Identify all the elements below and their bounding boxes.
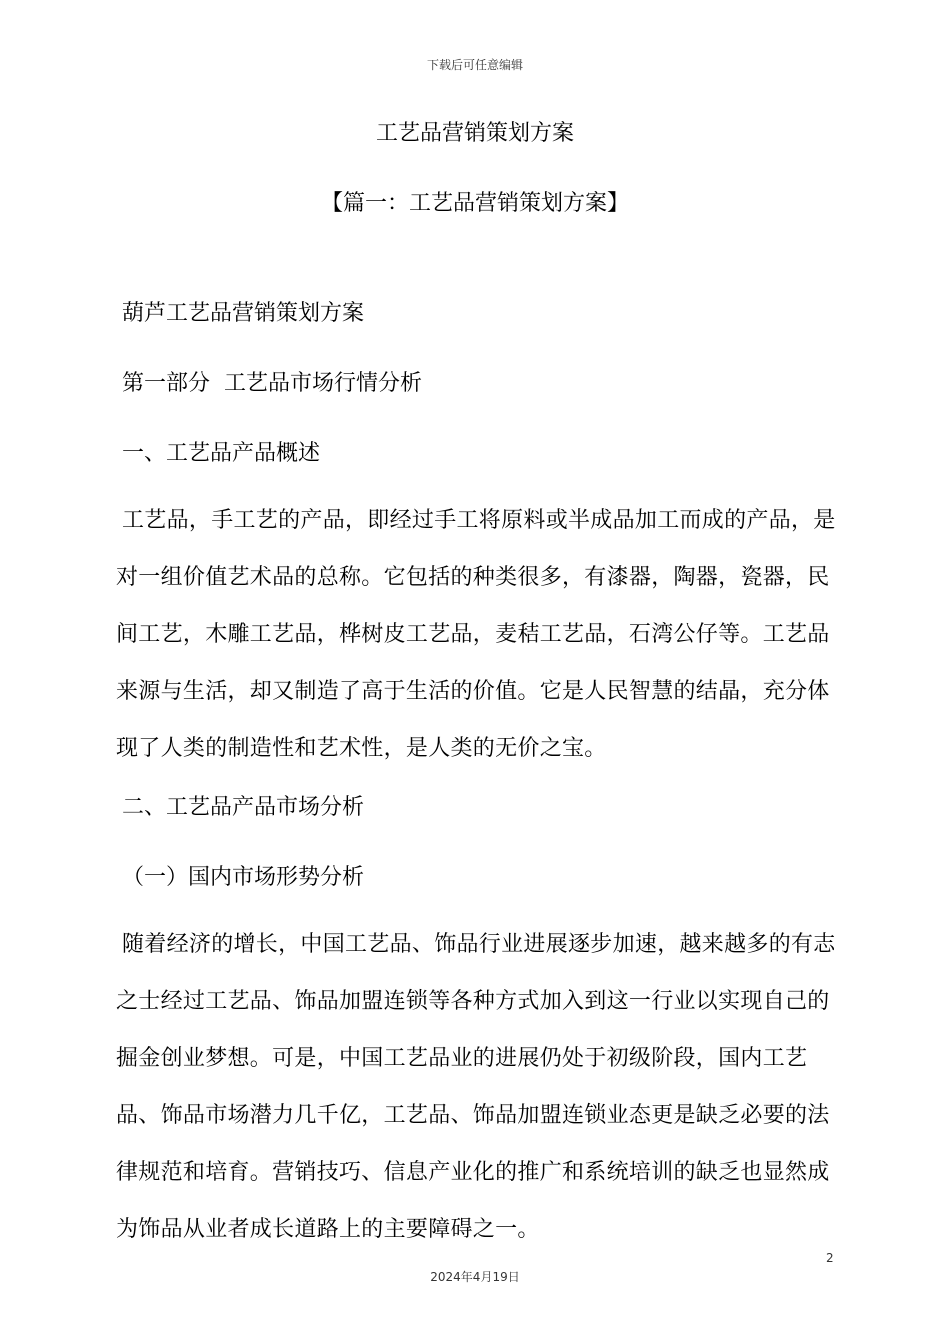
section-two-heading: 二、工艺品产品市场分析 (122, 795, 365, 820)
paragraph-two: 随着经济的增长，中国工艺品、饰品行业进展逐步加速，越来越多的有志之士经过工艺品、饰品加盟连锁等各种方式加入到这一行业以实现自己的掘金创业梦想。可是，中国工艺品业的进展仍处于初级阶段，国内工艺品、饰品市场潜力几千亿，工艺品、饰品加盟连锁业态更是缺乏必要的法律规范和培育。营销技巧、信息产业化的推广和系统培训的缺乏也显然成为饰品从业者成长道路上的主要障碍之一。 (116, 932, 836, 1242)
document-title: 工艺品营销策划方案 (375, 121, 574, 146)
document-subtitle: 【篇一：工艺品营销策划方案】 (320, 191, 629, 216)
footer-date: 2024年4月19日 (430, 1270, 520, 1284)
part-one-heading: 第一部分 工艺品市场行情分析 (122, 371, 422, 396)
page-number: 2 (826, 1251, 834, 1265)
header-note: 下载后可任意编辑 (426, 58, 523, 72)
section-one-heading: 一、工艺品产品概述 (122, 441, 321, 466)
subsection-one-heading: （一）国内市场形势分析 (122, 865, 365, 890)
main-heading: 葫芦工艺品营销策划方案 (122, 301, 365, 326)
paragraph-one: 工艺品，手工艺的产品，即经过手工将原料或半成品加工而成的产品，是对一组价值艺术品的总称。它包括的种类很多，有漆器，陶器，瓷器，民间工艺，木雕工艺品，桦树皮工艺品，麦秸工艺品，石湾公仔等。工艺品来源与生活，却又制造了高于生活的价值。它是人民智慧的结晶，充分体现了人类的制造性和艺术性，是人类的无价之宝。 (116, 508, 836, 761)
